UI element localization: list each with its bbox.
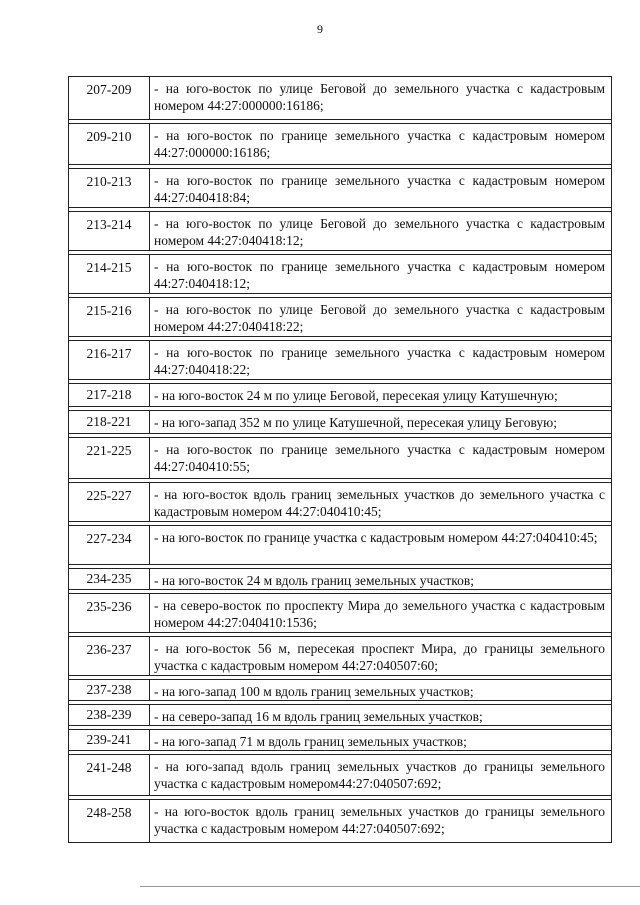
segment-description: - на юго-запад вдоль границ земельных участков до границы земельного участка с кадастровым номером44:27:040507:692; bbox=[154, 759, 605, 791]
segment-description: - на юго-восток по улице Беговой до земельного участка с кадастровым номером 44:27:040418:12; bbox=[154, 216, 605, 248]
segment-number: 218-221 bbox=[69, 411, 150, 433]
segment-number: 217-218 bbox=[69, 384, 150, 406]
boundary-table bbox=[68, 76, 612, 843]
table-row bbox=[69, 77, 611, 120]
segment-number: 216-217 bbox=[69, 341, 150, 379]
segment-number: 213-214 bbox=[69, 212, 150, 250]
segment-description: - на юго-восток по границе земельного участка с кадастровым номером 44:27:040418:22; bbox=[154, 345, 605, 377]
table-row bbox=[69, 754, 611, 796]
table-row bbox=[69, 123, 611, 165]
table-row bbox=[69, 297, 611, 337]
segment-number: 248-258 bbox=[69, 800, 150, 842]
segment-description: - на юго-запад 100 м вдоль границ земельных участков; bbox=[154, 684, 474, 699]
segment-description: - на юго-восток по границе земельного участка с кадастровым номером 44:27:040418:84; bbox=[154, 173, 605, 205]
segment-number: 207-209 bbox=[69, 77, 150, 119]
segment-number: 225-227 bbox=[69, 483, 150, 521]
table-row bbox=[69, 254, 611, 294]
page-number: 9 bbox=[317, 22, 323, 36]
segment-description: - на юго-запад 71 м вдоль границ земельных участков; bbox=[154, 734, 467, 749]
segment-description: - на юго-восток 56 м, пересекая проспект Мира, до границы земельного участка с кадастровым номером 44:27:040507:60; bbox=[154, 641, 605, 673]
segment-description: - на юго-восток вдоль границ земельных участков до земельного участка с кадастровым номером 44:27:040410:45; bbox=[154, 487, 605, 519]
segment-description: - на юго-восток 24 м по улице Беговой, пересекая улицу Катушечную; bbox=[154, 388, 558, 403]
segment-number: 215-216 bbox=[69, 298, 150, 336]
table-row bbox=[69, 704, 611, 726]
segment-number: 227-234 bbox=[69, 526, 150, 564]
table-row bbox=[69, 593, 611, 633]
segment-description: - на юго-восток по границе земельного участка с кадастровым номером 44:27:000000:16186; bbox=[154, 128, 605, 160]
table-row bbox=[69, 482, 611, 522]
segment-description: - на юго-восток по границе участка с кадастровым номером 44:27:040410:45; bbox=[154, 530, 598, 545]
table-row bbox=[69, 437, 611, 479]
segment-description: - на юго-запад 352 м по улице Катушечной, пересекая улицу Беговую; bbox=[154, 415, 557, 430]
segment-number: 235-236 bbox=[69, 594, 150, 632]
segment-description: - на северо-восток по проспекту Мира до земельного участка с кадастровым номером 44:27:040410:1536; bbox=[154, 598, 605, 630]
segment-number: 221-225 bbox=[69, 438, 150, 478]
table-row bbox=[69, 211, 611, 251]
table-row bbox=[69, 340, 611, 380]
segment-number: 237-238 bbox=[69, 680, 150, 700]
page-bottom-rule bbox=[140, 886, 640, 887]
segment-number: 239-241 bbox=[69, 730, 150, 750]
table-row bbox=[69, 525, 611, 565]
segment-description: - на юго-восток по улице Беговой до земельного участка с кадастровым номером 44:27:040418:22; bbox=[154, 302, 605, 334]
table-row bbox=[69, 636, 611, 676]
table-row bbox=[69, 568, 611, 590]
segment-number: 238-239 bbox=[69, 705, 150, 725]
table-row bbox=[69, 383, 611, 407]
table-row bbox=[69, 729, 611, 751]
segment-number: 234-235 bbox=[69, 569, 150, 589]
segment-number: 236-237 bbox=[69, 637, 150, 675]
segment-description: - на юго-восток по границе земельного участка с кадастровым номером 44:27:040418:12; bbox=[154, 259, 605, 291]
segment-description: - на юго-восток 24 м вдоль границ земельных участков; bbox=[154, 573, 474, 588]
segment-description: - на северо-запад 16 м вдоль границ земельных участков; bbox=[154, 709, 483, 724]
segment-number: 209-210 bbox=[69, 124, 150, 164]
table-row bbox=[69, 799, 611, 843]
segment-description: - на юго-восток вдоль границ земельных участков до границы земельного участка с кадастровым номером 44:27:040507:692; bbox=[154, 804, 605, 836]
segment-number: 210-213 bbox=[69, 169, 150, 207]
table-row bbox=[69, 679, 611, 701]
segment-description: - на юго-восток по улице Беговой до земельного участка с кадастровым номером 44:27:000000:16186; bbox=[154, 81, 605, 113]
table-row bbox=[69, 410, 611, 434]
segment-number: 241-248 bbox=[69, 755, 150, 795]
table-row bbox=[69, 168, 611, 208]
segment-description: - на юго-восток по границе земельного участка с кадастровым номером 44:27:040410:55; bbox=[154, 442, 605, 474]
segment-number: 214-215 bbox=[69, 255, 150, 293]
